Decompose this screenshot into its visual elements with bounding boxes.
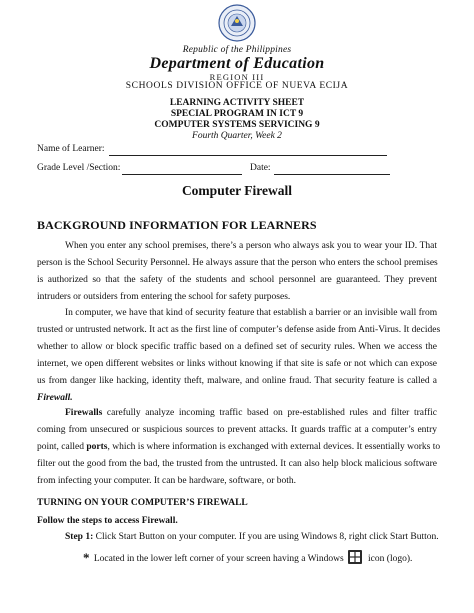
republic-line: Republic of the Philippines xyxy=(182,45,292,55)
page-title: Computer Firewall xyxy=(181,183,293,198)
firewalls-term: Firewalls xyxy=(65,408,103,418)
follow-steps-text: Follow the steps to access Firewall. xyxy=(37,516,178,526)
deped-seal-icon xyxy=(218,4,256,42)
program-title: SPECIAL PROGRAM IN ICT 9 xyxy=(170,109,304,119)
text-line: coming from unsecured or suspicious sources to prevent attacks. It guards traffic at a computer’s entry xyxy=(37,425,437,435)
text-line: is authorized so that the safety of the students and school personnel are guaranteed. They prevent xyxy=(37,275,437,285)
text-line: trusted or untrusted network. It act as the first line of computer’s defense aside from Anti-Virus. It decides xyxy=(37,325,441,335)
text-line xyxy=(37,405,437,422)
text-line: intruders or outsiders from entering the school for safety purposes. xyxy=(37,292,291,302)
step-1-label: Step 1: xyxy=(65,532,94,542)
text-line: internet, we open different websites or links without knowing if that site is safe or not which can expose xyxy=(37,359,437,369)
turning-on-firewall-heading: TURNING ON YOUR COMPUTER’S FIREWALL xyxy=(37,498,248,508)
division-line: SCHOOLS DIVISION OFFICE OF NUEVA ECIJA xyxy=(125,81,349,91)
text-line: whether to allow or block specific traffic based on a defined set of security rules. When we access the xyxy=(37,342,437,352)
text-line: In computer, we have that kind of security feature that establish a barrier or an invisible wall from xyxy=(65,308,438,318)
windows-logo-icon xyxy=(348,550,362,564)
quarter-week: Fourth Quarter, Week 2 xyxy=(192,131,282,141)
region-line: REGION III xyxy=(209,72,265,82)
background-heading: BACKGROUND INFORMATION FOR LEARNERS xyxy=(37,218,317,232)
text-line: filter out the good from the bad, the trusted from the untrusted. It can also help block malicious software xyxy=(37,459,437,469)
text-line xyxy=(37,439,441,456)
asterisk: * xyxy=(83,550,90,565)
text-segment: point, called xyxy=(37,442,87,452)
department-name: Department of Education xyxy=(149,55,325,72)
step-1-text: Click Start Button on your computer. If you are using Windows 8, right click Start Button. xyxy=(93,532,439,542)
date-label: Date: xyxy=(250,163,271,173)
start-button-note xyxy=(83,550,412,566)
name-label: Name of Learner: xyxy=(37,144,105,154)
firewall-term: Firewall. xyxy=(37,393,73,403)
paragraph-2 xyxy=(37,305,441,407)
text-line: person is the School Security Personnel. He always assure that the person who enters the school premises xyxy=(37,258,438,268)
note-text-before: Located in the lower left corner of your screen having a Windows xyxy=(91,554,344,564)
text-line: When you enter any school premises, there’s a person who always ask you to wear your ID. That xyxy=(65,241,437,251)
text-line: us from danger like hacking, identity theft, malware, and online fraud. That security feature is called a xyxy=(37,376,437,386)
grade-section-field[interactable] xyxy=(122,174,242,175)
paragraph-3 xyxy=(37,405,441,490)
ports-term: ports xyxy=(86,442,108,452)
grade-section-label: Grade Level /Section: xyxy=(37,163,121,173)
subject-title: COMPUTER SYSTEMS SERVICING 9 xyxy=(154,120,320,130)
text-line: from infecting your computer. It can be hardware, software, or both. xyxy=(37,476,297,486)
date-field[interactable] xyxy=(274,174,390,175)
step-1 xyxy=(65,532,439,542)
text-segment: , which is where information is exchanged with external devices. It essentially works to xyxy=(107,442,441,452)
note-text-after: icon (logo). xyxy=(365,554,413,564)
name-field[interactable] xyxy=(109,155,387,156)
text-segment: carefully analyze incoming traffic based on pre-established rules and filter traffic xyxy=(102,408,437,418)
sheet-title: LEARNING ACTIVITY SHEET xyxy=(169,98,305,108)
paragraph-1 xyxy=(37,238,437,306)
